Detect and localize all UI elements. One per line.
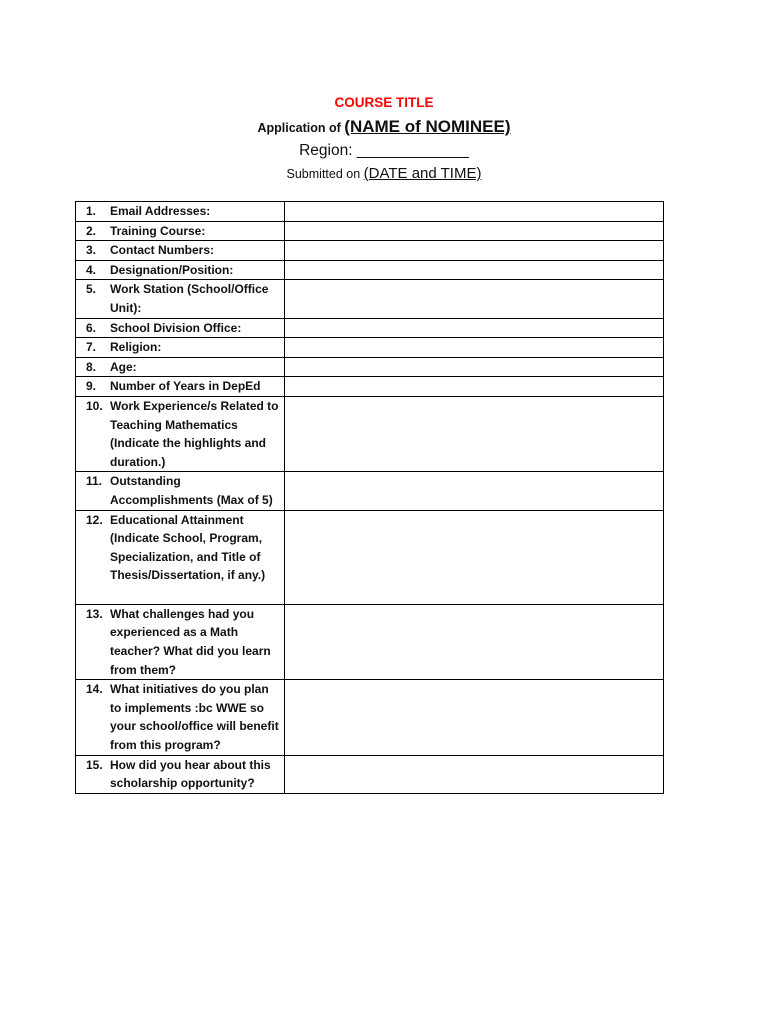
form-row [76,280,664,318]
question-cell [76,260,285,280]
nominee-placeholder: (NAME of NOMINEE) [344,117,511,136]
answer-field[interactable] [285,604,664,679]
answer-field[interactable] [285,241,664,261]
question-label: Training Course: [110,223,206,238]
question-number: 1. [86,204,97,218]
answer-field[interactable] [285,377,664,397]
question-cell [76,221,285,241]
form-row [76,377,664,397]
answer-field[interactable] [285,260,664,280]
answer-field[interactable] [285,318,664,338]
question-label: School Division Office: [110,320,242,335]
form-row [76,221,664,241]
submitted-prefix: Submitted on [286,167,364,181]
question-cell [76,357,285,377]
question-cell [76,202,285,222]
region-line: Region: _____________ [299,142,469,159]
answer-field[interactable] [285,338,664,358]
form-row [76,510,664,604]
question-cell [76,472,285,510]
question-cell [76,377,285,397]
question-number: 9. [86,379,97,394]
question-label: Work Experience/s Related to Teaching Mathematics (Indicate the highlights and duration.) [110,398,279,469]
answer-field[interactable] [285,357,664,377]
question-number: 13. [86,606,103,621]
question-label: Outstanding Accomplishments (Max of 5) [110,474,273,507]
question-number: 10. [86,398,103,413]
answer-field[interactable] [285,510,664,604]
question-cell [76,680,285,755]
question-number: 7. [86,340,97,355]
question-cell [76,510,285,604]
form-row [76,202,664,222]
question-label: Religion: [110,340,162,355]
question-label: Work Station (School/Office Unit): [110,282,269,315]
form-row [76,241,664,261]
question-number: 6. [86,320,97,335]
course-title: COURSE TITLE [334,95,434,110]
question-cell [76,755,285,793]
question-label: Number of Years in DepEd [110,379,261,394]
question-cell [76,396,285,471]
nominee-line [0,117,768,137]
question-cell [76,241,285,261]
question-label: How did you hear about this scholarship opportunity? [110,757,271,791]
question-label: Contact Numbers: [110,243,215,258]
form-row [76,338,664,358]
form-row [76,755,664,793]
question-label: Educational Attainment (Indicate School, Program, Specialization, and Title of Thesis/Dissertation, if any.) [110,512,266,583]
question-cell [76,280,285,318]
form-row [76,357,664,377]
question-cell [76,318,285,338]
question-number: 3. [86,243,97,258]
question-number: 5. [86,282,97,297]
question-number: 15. [86,757,103,772]
form-row [76,604,664,679]
form-row [76,680,664,755]
question-number: 4. [86,262,97,277]
form-row [76,318,664,338]
application-form-table [75,201,664,794]
question-number: 8. [86,359,97,374]
question-label: Designation/Position: [110,262,234,277]
answer-field[interactable] [285,755,664,793]
question-label: What initiatives do you plan to implements :bc WWE so your school/office will benefit from this program? [110,682,279,753]
question-label: Age: [110,359,137,374]
question-number: 11. [86,474,103,489]
question-label: What challenges had you experienced as a Math teacher? What did you learn from them? [110,606,271,677]
question-number: 12. [86,512,103,527]
answer-field[interactable] [285,472,664,510]
question-label: Email Addresses: [110,204,211,218]
question-cell [76,604,285,679]
answer-field[interactable] [285,202,664,222]
answer-field[interactable] [285,680,664,755]
submitted-line [0,165,768,182]
question-cell [76,338,285,358]
date-time-placeholder: (DATE and TIME) [363,165,482,182]
form-row [76,396,664,471]
form-row [76,472,664,510]
question-number: 2. [86,223,97,238]
application-prefix: Application of [257,121,345,135]
answer-field[interactable] [285,221,664,241]
answer-field[interactable] [285,396,664,471]
answer-field[interactable] [285,280,664,318]
form-row [76,260,664,280]
question-number: 14. [86,682,103,697]
